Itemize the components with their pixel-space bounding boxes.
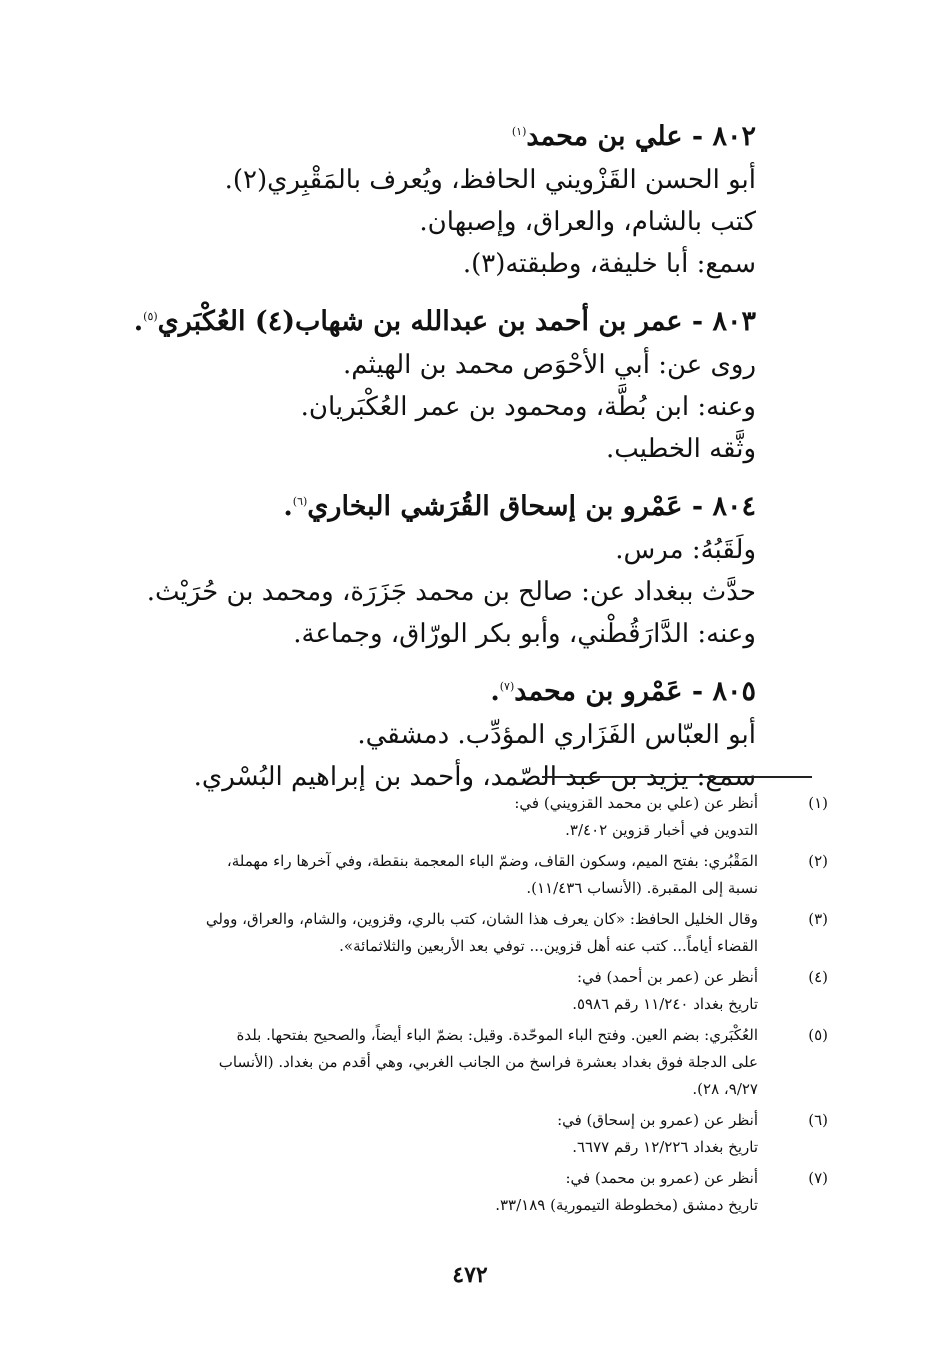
footnote-ref: (٦) <box>292 495 308 508</box>
footnote-number: (٣) <box>808 910 828 928</box>
footnote <box>108 1107 828 1161</box>
entry-802 <box>136 110 756 285</box>
footnote <box>108 964 828 1018</box>
footnote-ref: (١) <box>511 125 527 138</box>
footnote-number: (١) <box>808 794 828 812</box>
entry-heading: ٨٠٢ - علي بن محمد$^{(١)}$ <box>511 121 756 152</box>
footnote-separator <box>542 776 812 778</box>
footnote-ref: (٧) <box>499 680 515 693</box>
footnote-number: (٦) <box>808 1111 828 1129</box>
entry-803 <box>133 295 756 470</box>
entry-name: عَمْرو بن محمد <box>514 676 683 707</box>
footnote-line: العُكْبَري: بضم العين. وفتح الباء الموحّدة. وقيل: بضمّ الباء أيضاً، والصحيح بفتحها. بلدة <box>236 1026 758 1044</box>
footnote-line: تاريخ دمشق (مخطوطة التيمورية) ٣٣/١٨٩. <box>495 1196 758 1214</box>
footnote-line: المَقْبُري: بفتح الميم، وسكون القاف، وضمّ الباء المعجمة بنقطة، وفي آخرها راء مهملة، <box>226 852 758 870</box>
entry-heading: ٨٠٤ - عَمْرو بن إسحاق القُرَشي البخاري$^{(٦)}$. <box>283 491 756 522</box>
entry-line: حدَّث ببغداد عن: صالح بن محمد جَزَرَة، ومحمد بن حُرَيْث. <box>146 577 756 607</box>
entry-line: كتب بالشام، والعراق، وإصبهان. <box>419 207 756 237</box>
footnote-ref: (٥) <box>143 310 158 323</box>
entry-heading: ٨٠٥ - عَمْرو بن محمد$^{(٧)}$. <box>490 676 756 707</box>
footnote-line: تاريخ بغداد ١٢/٢٢٦ رقم ٦٦٧٧. <box>572 1138 758 1156</box>
entry-line: أبو العبّاس الفَزَاري المؤدِّب. دمشقي. <box>357 720 756 750</box>
footnote-line: التدوين في أخبار قزوين ٣/٤٠٢. <box>565 821 758 839</box>
entry-number: ٨٠٤ <box>712 491 756 522</box>
footnote-number: (٥) <box>808 1026 828 1044</box>
footnote-line: أنظر عن (علي بن محمد القزويني) في: <box>514 794 758 812</box>
footnote-line: وقال الخليل الحافظ: «كان يعرف هذا الشان، كتب بالري، وقزوين، والشام، والعراق، وولي <box>205 910 758 928</box>
entry-number: ٨٠٢ <box>712 121 756 152</box>
entry-name: علي بن محمد <box>526 121 683 152</box>
footnote <box>108 1165 828 1219</box>
footnote-line: أنظر عن (عمر بن أحمد) في: <box>576 968 758 986</box>
entry-line: ولَقَبُهُ: مرس. <box>615 535 756 565</box>
footnote-line: أنظر عن (عمرو بن إسحاق) في: <box>557 1111 758 1129</box>
footnote <box>108 1022 828 1103</box>
footnote-line: نسبة إلى المقبرة. (الأنساب ١١/٤٣٦). <box>526 879 758 897</box>
entry-number: ٨٠٥ <box>712 676 756 707</box>
entry-line: وعنه: ابن بُطَّة، ومحمود بن عمر العُكْبَريان. <box>300 392 756 422</box>
entry-line: سمع: أبا خليفة، وطبقته(٣). <box>462 249 756 279</box>
entry-line: وعنه: الدَّارَقُطْني، وأبو بكر الورّاق، وجماعة. <box>293 619 756 649</box>
entry-line: وثَّقه الخطيب. <box>605 434 756 464</box>
footnote-number: (٢) <box>808 852 828 870</box>
entry-name: عَمْرو بن إسحاق القُرَشي البخاري <box>307 491 683 522</box>
entry-heading: ٨٠٣ - عمر بن أحمد بن عبدالله بن شهاب(٤) العُكْبَري$^{(٥)}$. <box>133 306 756 337</box>
entry-number: ٨٠٣ <box>712 306 756 337</box>
footnote <box>108 906 828 960</box>
footnote-number: (٧) <box>808 1169 828 1187</box>
footnote <box>108 790 828 844</box>
footnote-line: تاريخ بغداد ١١/٢٤٠ رقم ٥٩٨٦. <box>572 995 758 1013</box>
footnote <box>108 848 828 902</box>
entry-line: أبو الحسن القَزْويني الحافظ، ويُعرف بالمَقْبِري(٢). <box>224 165 756 195</box>
footnote-line: أنظر عن (عمرو بن محمد) في: <box>565 1169 758 1187</box>
footnote-line: القضاء أياماً... كتب عنه أهل قزوين... توفي بعد الأربعين والثلاثمائة». <box>339 937 758 955</box>
entry-805 <box>136 665 756 798</box>
footnotes <box>108 790 828 1223</box>
entry-804 <box>136 480 756 655</box>
main-text <box>133 110 756 808</box>
footnote-line: على الدجلة فوق بغداد بعشرة فراسخ من الجانب الغربي، وهي أقدم من بغداد. (الأنساب <box>218 1053 758 1071</box>
entry-line: سمع: يزيد بن عبد الصّمد، وأحمد بن إبراهيم البُسْري. <box>193 762 756 792</box>
entry-line: روى عن: أبي الأحْوَص محمد بن الهيثم. <box>342 350 756 380</box>
entry-name: عمر بن أحمد بن عبدالله بن شهاب(٤) العُكْبَري <box>157 306 683 337</box>
page-number: ٤٧٢ <box>452 1262 488 1288</box>
footnote-line: ٩/٢٧، ٢٨). <box>692 1080 758 1098</box>
footnote-number: (٤) <box>808 968 828 986</box>
